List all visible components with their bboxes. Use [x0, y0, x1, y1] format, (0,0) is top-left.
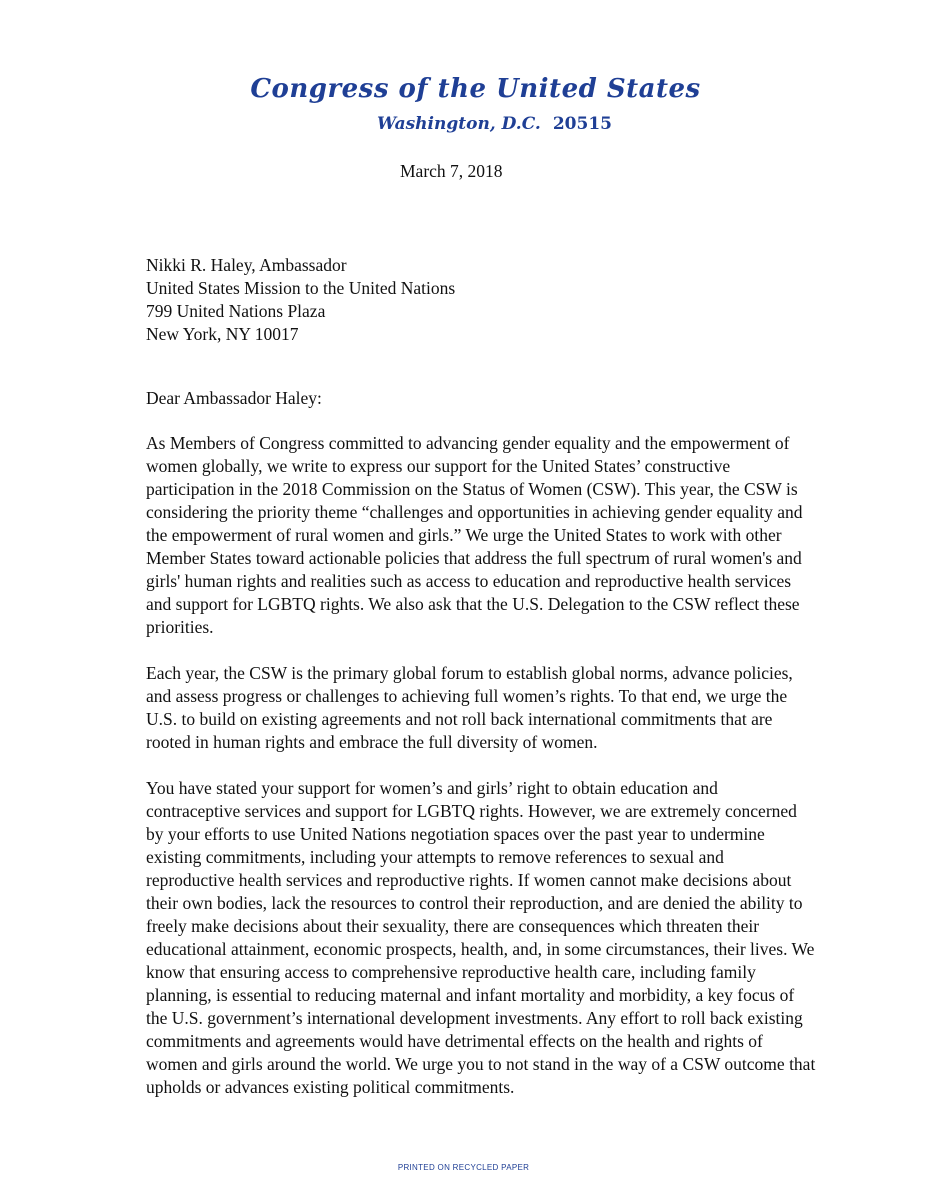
paragraph-1: As Members of Congress committed to advancing gender equality and the empowerment of women globally, we write to express our support for the United States’ constructive participation in the 2018 Commission on the Status of Women (CSW). This year, the CSW is considering the priority theme “challenges and opportunities in achieving gender equality and the empowerment of rural women and girls.” We urge the United States to work with other Member States toward actionable policies that address the full spectrum of rural women's and girls' human rights and realities such as access to education and reproductive health services and support for LGBTQ rights. We also ask that the U.S. Delegation to the CSW reflect these priorities.	[146, 433, 803, 637]
paragraph-3: You have stated your support for women’s and girls’ right to obtain education and contraceptive services and support for LGBTQ rights. However, we are extremely concerned by your efforts to use United Nations negotiation spaces over the past year to undermine existing commitments, including your attempts to remove references to sexual and reproductive health services and reproductive rights. If women cannot make decisions about their own bodies, lack the resources to control their reproduction, and are denied the ability to freely make decisions about their sexuality, there are consequences which threaten their educational attainment, economic prospects, health, and, in some circumstances, their lives. We know that ensuring access to comprehensive reproductive health care, including family planning, is essential to reducing maternal and infant mortality and morbidity, a key focus of the U.S. government’s international development investments. Any effort to roll back existing commitments and agreements would have detrimental effects on the health and rights of women and girls around the world. We urge you to not stand in the way of a CSW outcome that upholds or advances existing political commitments.	[146, 778, 816, 1097]
recipient-name: Nikki R. Haley, Ambassador	[146, 255, 347, 275]
recipient-organization: United States Mission to the United Nations	[146, 278, 456, 298]
recycled-paper-footer: PRINTED ON RECYCLED PAPER	[397, 1163, 530, 1172]
recipient-city: New York, NY 10017	[146, 324, 299, 344]
paragraph-2: Each year, the CSW is the primary global forum to establish global norms, advance policies, and assess progress or challenges to achieving full women’s rights. To that end, we urge the U.S. to build on existing agreements and not roll back international commitments that are rooted in human rights and embrace the full diversity of women.	[146, 663, 793, 752]
letterhead-city: Washington, D.C.	[376, 114, 541, 134]
letterhead-address	[62, 112, 927, 136]
letterhead	[0, 72, 927, 136]
salutation: Dear Ambassador Haley:	[146, 388, 322, 408]
letter-date: March 7, 2018	[400, 161, 503, 181]
recipient-street: 799 United Nations Plaza	[146, 301, 326, 321]
letterhead-title: Congress of the United States	[250, 74, 701, 104]
recipient-address	[146, 254, 455, 346]
letterhead-zip: 20515	[552, 114, 612, 134]
letter-body	[146, 432, 816, 1122]
